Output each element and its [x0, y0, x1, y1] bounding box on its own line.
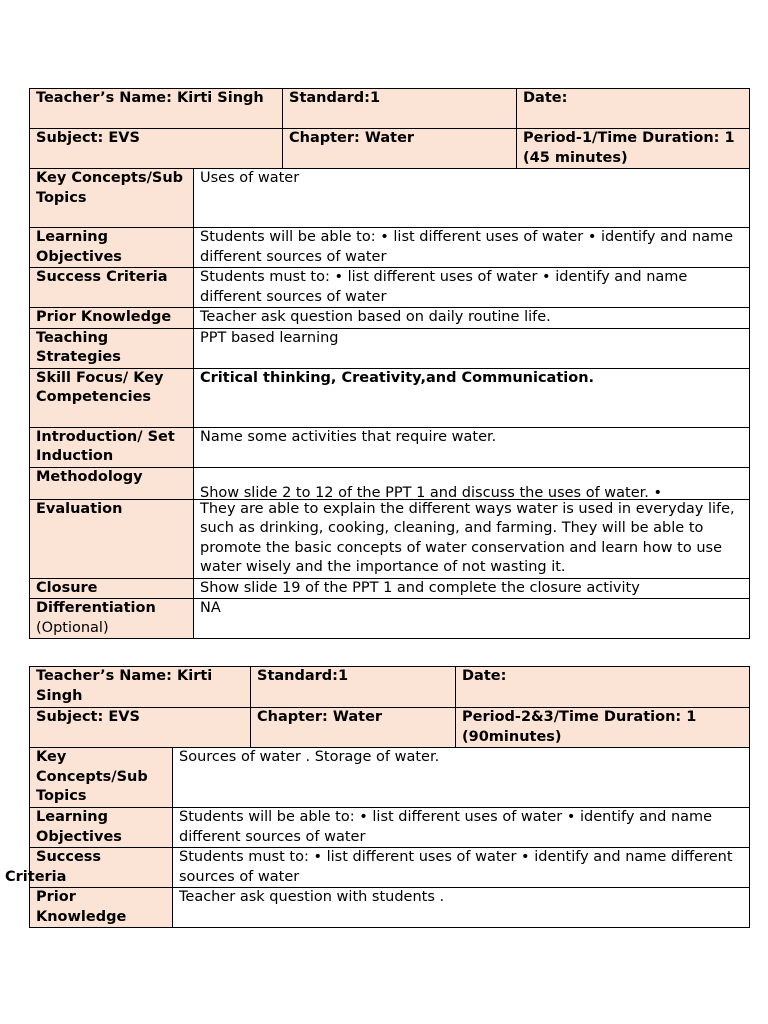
- row-value-success-criteria: Students must to: • list different uses of water • identify and name different sources of water: [194, 268, 750, 308]
- optional-note: (Optional): [36, 619, 109, 636]
- subject-cell: Subject: EVS: [30, 708, 251, 748]
- row-value-learning-objectives: Students will be able to: • list different uses of water • identify and name different sources of water: [194, 228, 750, 268]
- date-cell: Date:: [517, 89, 750, 129]
- row-value-closure: Show slide 19 of the PPT 1 and complete the closure activity: [194, 578, 750, 599]
- row-label-learning-objectives: Learning Objectives: [30, 228, 194, 268]
- period-cell: Period-2&3/Time Duration: 1 (90minutes): [456, 708, 750, 748]
- row-value-prior-knowledge: Teacher ask question with students .: [173, 888, 750, 928]
- row-value-prior-knowledge: Teacher ask question based on daily routine life.: [194, 308, 750, 329]
- row-label-prior-knowledge: Prior Knowledge: [30, 888, 173, 928]
- row-value-skill-focus: Critical thinking, Creativity,and Communication.: [194, 368, 750, 427]
- date-cell: Date:: [456, 667, 750, 708]
- row-value-teaching-strategies: PPT based learning: [194, 328, 750, 368]
- success-label-line1: Success: [36, 849, 102, 865]
- teacher-name-cell: Teacher’s Name: Kirti Singh: [30, 89, 283, 129]
- row-label-skill-focus: Skill Focus/ Key Competencies: [30, 368, 194, 427]
- row-value-evaluation: They are able to explain the different ways water is used in everyday life, such as drinking, cooking, cleaning, and farming. They will be able to promote the basic concepts of water conservation and learn how to use water wisely and the importance of not wasting it.: [194, 499, 750, 578]
- row-label-differentiation: [30, 599, 194, 639]
- row-label-closure: Closure: [30, 578, 194, 599]
- row-value-key-concepts: Sources of water . Storage of water.: [173, 748, 750, 808]
- row-label-methodology: Methodology: [30, 467, 194, 499]
- period-cell: Period-1/Time Duration: 1 (45 minutes): [517, 129, 750, 169]
- lesson-plan-table-2: [5, 666, 750, 928]
- row-value-learning-objectives: Students will be able to: • list different uses of water • identify and name different sources of water: [173, 808, 750, 848]
- success-label-line2: Criteria: [5, 868, 67, 885]
- subject-cell: Subject: EVS: [30, 129, 283, 169]
- teacher-name-cell: Teacher’s Name: Kirti Singh: [30, 667, 251, 708]
- row-value-methodology: Show slide 2 to 12 of the PPT 1 and discuss the uses of water. •: [194, 467, 750, 499]
- lesson-plan-table-1: [29, 88, 750, 639]
- row-label-evaluation: Evaluation: [30, 499, 194, 578]
- row-label-success-criteria: [5, 848, 173, 888]
- chapter-cell: Chapter: Water: [251, 708, 456, 748]
- row-label-success-criteria: Success Criteria: [30, 268, 194, 308]
- row-label-key-concepts: Key Concepts/Sub Topics: [30, 748, 173, 808]
- row-label-introduction: Introduction/ Set Induction: [30, 427, 194, 467]
- row-value-introduction: Name some activities that require water.: [194, 427, 750, 467]
- row-label-key-concepts: Key Concepts/Sub Topics: [30, 169, 194, 228]
- chapter-cell: Chapter: Water: [283, 129, 517, 169]
- standard-cell: Standard:1: [283, 89, 517, 129]
- row-value-key-concepts: Uses of water: [194, 169, 750, 228]
- row-label-prior-knowledge: Prior Knowledge: [30, 308, 194, 329]
- row-label-learning-objectives: Learning Objectives: [30, 808, 173, 848]
- standard-cell: Standard:1: [251, 667, 456, 708]
- row-label-teaching-strategies: Teaching Strategies: [30, 328, 194, 368]
- differentiation-label: Differentiation: [36, 600, 156, 616]
- row-value-success-criteria: Students must to: • list different uses of water • identify and name different sources of water: [173, 848, 750, 888]
- row-value-differentiation: NA: [194, 599, 750, 639]
